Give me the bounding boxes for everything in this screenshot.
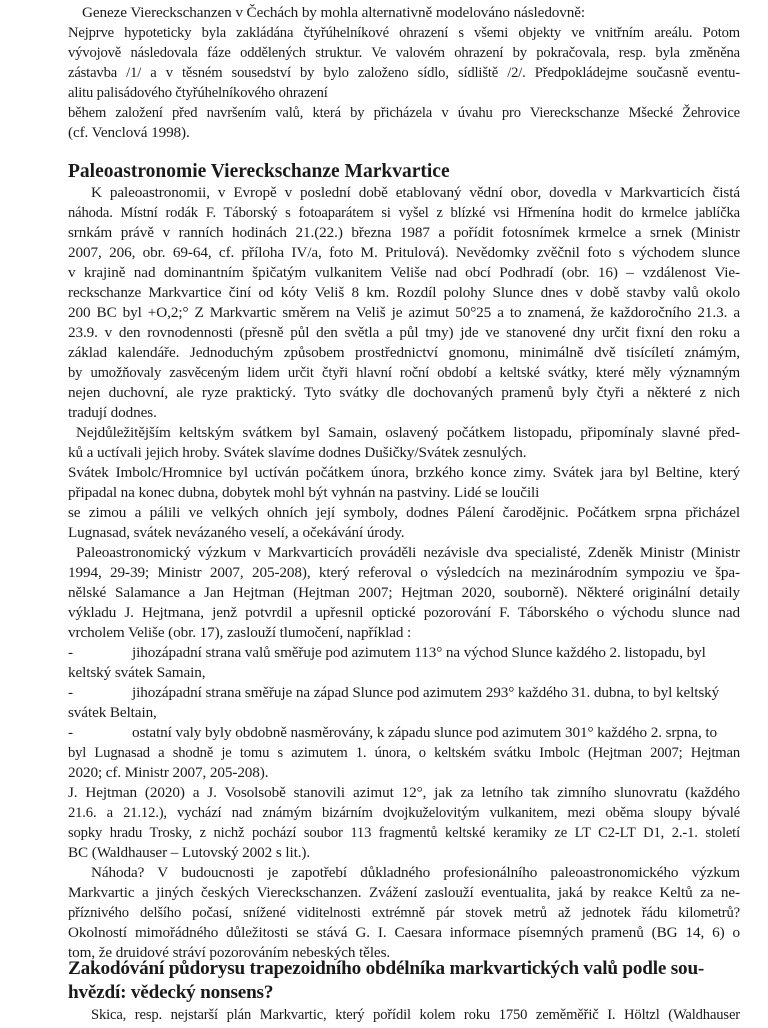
body-line: tradují dodnes.	[68, 404, 157, 421]
list-item-continuation: byl Lugnasad a shodně je tomu s azimutem 1. února, o keltském svátku Imbolc (Hejtman 2007; Hejtman	[68, 745, 740, 761]
body-line: příznivého delšího počasí, snížené viditelnosti extrémně pár stovek metrů až jednotek řádu kilometrů?	[68, 905, 740, 921]
body-line: Svátek Imbolc/Hromnice byl uctíván počátkem února, brzkého konce zimy. Svátek jara byl Beltine, který	[68, 464, 740, 481]
section-heading: Paleoastronomie Viereckschanze Markvartice	[68, 161, 450, 182]
list-dash: -	[68, 684, 73, 701]
body-line: výkladu J. Hejtmana, jenž potvrdil a upřesnil optické pozorování F. Táborského o východu slunce nad	[68, 604, 740, 621]
list-item-text: jihozápadní strana valů směřuje pod azimutem 113° na východ Slunce každého 2. listopadu, byl	[132, 644, 706, 661]
body-line: připadal na konec dubna, dobytek mohl být vyhnán na pastviny. Lidé se loučili	[68, 484, 540, 501]
section-heading: Zakodóvání půdorysu trapezoidního obdélníka markvartických valů podle sou-	[68, 958, 705, 979]
body-line: 23.9. v den rovnodennosti (přesně půl den světla a půl tmy) jde ve stanovené dny určit fixní den roku a	[68, 324, 740, 341]
list-item	[68, 643, 706, 663]
body-line: sopky hradu Trosky, z nichž pochází soubor 113 fragmentů keltské keramiky ze LT C2-LT D1, 2.-1. století	[68, 825, 740, 841]
body-line: ků a uctívali jejich hroby. Svátek slavíme dodnes Dušičky/Svátek zesnulých.	[68, 444, 527, 461]
list-item-text: jihozápadní strana směřuje na západ Slunce pod azimutem 293° každého 31. dubna, to byl keltský	[132, 684, 720, 701]
body-line: v krajině nad dominantním špičatým vulkanitem Veliše nad obcí Podhradí (obr. 16) – vzdálenost Vie-	[68, 264, 740, 281]
body-line: 200 BC byl +O,2;° Z Markvartic směrem na Veliš je azimut 50°25 a to znamená, že každoročního 21.3. a	[68, 304, 740, 321]
list-item-continuation: svátek Beltain,	[68, 704, 157, 721]
body-line: se zimou a pálili ve velkých ohních její symboly, dodnes Pálení čarodějnic. Počátkem srpna přicházel	[68, 504, 740, 521]
body-line: Náhoda? V budoucnosti je zapotřebí důkladného profesionálního paleoastronomického výzkum	[91, 864, 740, 881]
body-line: Nejdůležitějším keltským svátkem byl Samain, oslavený počátkem listopadu, připomínaly slavné před-	[76, 424, 740, 441]
body-line: nělské Salamance a Jan Hejtman (Hejtman 2007; Hejtman 2020, souborně). Některé originální detaily	[68, 584, 740, 601]
body-line: Paleoastronomický výzkum v Markvarticích prováděli nezávisle dva specialisté, Zdeněk Ministr (Ministr	[76, 544, 740, 561]
body-line: Skica, resp. nejstarší plán Markvartic, který pořídil kolem roku 1750 zeměměřič I. Höltzl (Waldhauser	[91, 1007, 740, 1023]
list-item	[68, 683, 719, 703]
body-line: Lugnasad, svátek nevázaného veselí, a očekávání úrody.	[68, 524, 405, 541]
list-dash: -	[68, 644, 73, 661]
body-line: J. Hejtman (2020) a J. Vosolsobě stanovili azimut 12°, jak za letního tak zimního slunovratu (každého	[68, 784, 740, 801]
intro-line: Nejprve hypoteticky byla zakládána čtyřúhelníkové ohrazení s všemi objekty ve vnitřním areálu. Potom	[68, 25, 740, 41]
body-line: Okolností mimořádného důležitosti se stává G. I. Caesara informace písemných pramenů (BG 14, 6) o	[68, 924, 740, 941]
body-line: nejen duchovní, ale ryze praktický. Tyto svátky dle dochovaných pramenů byly čtyři a některé z nich	[68, 384, 740, 401]
list-item-continuation: 2020; cf. Ministr 2007, 205-208).	[68, 764, 269, 781]
body-line: tom, že druidové stráví pozorováním nebeských těles.	[68, 944, 391, 961]
list-dash: -	[68, 724, 73, 741]
body-line: základ kalendáře. Jednoduchým způsobem prostřednictví gnomonu, minimálně dvě tisícíletí známým,	[68, 344, 740, 361]
body-line: BC (Waldhauser – Lutovský 2002 s lit.).	[68, 844, 311, 861]
intro-line: (cf. Venclová 1998).	[68, 124, 190, 141]
intro-line: během založení před navršením valů, která by přicházela v úvahu pro Viereckschanze Mšecké Žehrovice	[68, 105, 740, 121]
body-line: Markvartic a jiných českých Viereckschanzen. Zvážení zaslouží eventualita, jaká by reakce Keltů za ne-	[68, 884, 740, 901]
section-heading-continuation: hvězdí: vědecký nonsens?	[68, 982, 274, 1003]
body-line: by umožňovaly zasvěceným lidem určit čtyři hlavní roční období a keltské svátky, které měly významným	[68, 365, 740, 381]
body-line: 2007, 206, obr. 69-64, cf. příloha IV/a, foto M. Pritulová). Nevědomky zvěčnil foto s východem slunce	[68, 244, 740, 261]
body-line: 1994, 29-39; Ministr 2007, 205-208), který referoval o výsledcích na mezinárodním sympoziu ve špa-	[68, 564, 740, 581]
intro-line: alitu palisádového čtyřúhelníkového ohrazení	[68, 85, 328, 101]
body-line: náhoda. Místní rodák F. Táborský s fotoaparátem si vyšel z blízké vsi Hřmenína hodit do krmelce jablíčka	[68, 205, 740, 221]
list-item-continuation: keltský svátek Samain,	[68, 664, 206, 681]
body-line: reckschanze Markvartice činí od kóty Veliš 8 km. Rozdíl polohy Slunce dnes v době stavby valů okolo	[68, 284, 740, 301]
list-item	[68, 723, 717, 743]
body-line: 21.6. a 21.12.), vychází nad známým bizárním dvojkuželovitým vulkanitem, mezi oběma sloupy bývalé	[68, 805, 740, 821]
intro-line: zástavba /1/ a v těsném sousedství by bylo založeno sídlo, sídliště /2/. Předpokládejme současně eventu-	[68, 65, 740, 81]
body-line: K paleoastronomii, v Evropě v poslední době etablovaný vědní obor, dovedla v Markvarticích čistá	[91, 184, 740, 201]
body-line: vrcholem Veliše (obr. 17), zaslouží tlumočení, například :	[68, 624, 412, 641]
list-item-text: ostatní valy byly obdobně nasměrovány, k západu slunce pod azimutem 301° každého 2. srpna, to	[132, 724, 717, 741]
intro-line: Geneze Viereckschanzen v Čechách by mohla alternativně modelováno následovně:	[82, 4, 586, 21]
intro-line: vývojově následovala fáze oddělených struktur. Ve valovém ohrazení by pokračovala, resp. byla změněna	[68, 45, 740, 61]
body-line: srnkám právě v ranních hodinách 21.(22.) března 1987 a pořídit fotosnímek krmelce a srnek (Ministr	[68, 224, 740, 241]
